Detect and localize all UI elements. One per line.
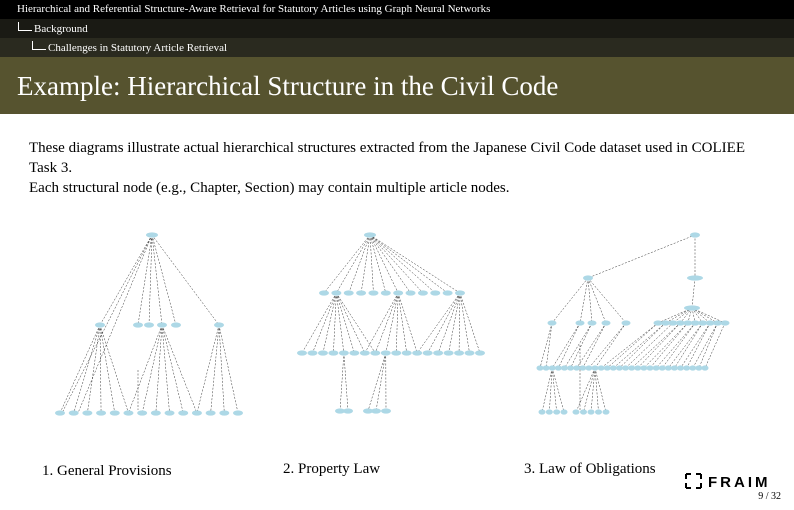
tree-node xyxy=(402,350,412,355)
tree-node xyxy=(356,290,366,295)
frame-title-bar xyxy=(0,57,794,114)
tree-node xyxy=(364,232,376,237)
tree-edge xyxy=(349,235,370,293)
tree-edge xyxy=(386,293,398,353)
tree-edge xyxy=(650,323,688,368)
tree-node xyxy=(616,365,623,370)
tree-node xyxy=(406,290,416,295)
tree-edge xyxy=(619,323,665,368)
tree-edge xyxy=(656,323,695,368)
tree-edge xyxy=(644,323,688,368)
tree-edge xyxy=(549,368,552,412)
tree-node xyxy=(583,275,593,280)
tree-node xyxy=(702,365,709,370)
tree-edge xyxy=(162,325,183,413)
tree-edge xyxy=(584,368,596,412)
tree-node xyxy=(219,410,229,415)
tree-edge xyxy=(398,293,407,353)
tree-edge xyxy=(87,325,100,413)
figure-number: 3. xyxy=(524,461,536,477)
tree-edge xyxy=(632,323,681,368)
tree-node xyxy=(443,290,453,295)
tree-node xyxy=(339,350,349,355)
tree-edge xyxy=(580,278,588,323)
intro-line-2: Each structural node (e.g., Chapter, Section) may contain multiple article nodes. xyxy=(29,180,510,196)
logo-wordmark: FRAIM xyxy=(708,474,771,491)
tree-edge xyxy=(692,278,695,308)
tree-node xyxy=(297,350,307,355)
tree-node xyxy=(381,408,391,413)
tree-node xyxy=(555,365,562,370)
tree-edge xyxy=(74,325,100,413)
tree-edge xyxy=(219,325,238,413)
tree-edge xyxy=(336,235,370,293)
fraim-logo xyxy=(684,471,784,491)
tree-edge xyxy=(361,235,370,293)
tree-edge xyxy=(333,293,336,353)
page-number: 9 / 32 xyxy=(758,491,781,502)
tree-edge xyxy=(336,293,375,353)
tree-node xyxy=(622,320,631,325)
tree-node xyxy=(331,290,341,295)
tree-edge xyxy=(100,325,115,413)
tree-node xyxy=(567,365,574,370)
tree-edge xyxy=(336,293,354,353)
tree-edge xyxy=(100,235,152,325)
tree-edge xyxy=(552,368,564,412)
tree-edge xyxy=(100,325,101,413)
tree-node xyxy=(178,410,188,415)
tree-edge xyxy=(396,293,398,353)
nav-subsection-label: Background xyxy=(34,23,88,35)
general-provisions-tree-diagram xyxy=(48,205,258,430)
tree-node xyxy=(634,365,641,370)
tree-node xyxy=(561,365,568,370)
frame-title: Example: Hierarchical Structure in the Civil Code xyxy=(17,71,559,101)
tree-node xyxy=(576,320,585,325)
tree-node xyxy=(318,350,328,355)
tree-edge xyxy=(370,235,398,293)
tree-node xyxy=(721,320,730,325)
tree-node xyxy=(55,410,65,415)
tree-node xyxy=(580,409,587,414)
tree-node xyxy=(671,365,678,370)
tree-edge xyxy=(340,353,344,411)
tree-node xyxy=(433,350,443,355)
tree-edge xyxy=(323,293,336,353)
tree-node xyxy=(690,232,700,237)
tree-edge xyxy=(100,325,128,413)
tree-edge xyxy=(588,278,592,323)
tree-edge xyxy=(552,368,556,412)
tree-node xyxy=(684,305,700,310)
nav-subsubsection-label: Challenges in Statutory Article Retrieval xyxy=(48,42,228,54)
tree-node xyxy=(370,350,380,355)
tree-node xyxy=(144,322,154,327)
tree-node xyxy=(391,350,401,355)
tree-edge xyxy=(438,293,460,353)
tree-node xyxy=(146,232,158,237)
tree-node xyxy=(455,290,465,295)
tree-edge xyxy=(540,323,552,368)
tree-edge xyxy=(588,235,695,278)
tree-node xyxy=(381,290,391,295)
tree-node xyxy=(573,409,580,414)
tree-node xyxy=(393,290,403,295)
tree-node xyxy=(349,350,359,355)
tree-node xyxy=(603,409,610,414)
tree-edge xyxy=(693,323,718,368)
tree-edge xyxy=(595,323,626,368)
tree-node xyxy=(647,365,654,370)
tree-node xyxy=(307,350,317,355)
tree-edge xyxy=(699,323,718,368)
tree-node xyxy=(430,290,440,295)
figure-number: 2. xyxy=(283,461,295,477)
figure-caption-2 xyxy=(283,461,380,478)
law-of-obligations-tree-diagram xyxy=(530,205,730,430)
tree-node xyxy=(344,290,354,295)
tree-node xyxy=(343,408,353,413)
figure-label: Property Law xyxy=(298,461,381,477)
tree-edge xyxy=(219,325,224,413)
figure-caption-3 xyxy=(524,461,656,478)
tree-edge xyxy=(417,293,460,353)
tree-node xyxy=(423,350,433,355)
tree-node xyxy=(444,350,454,355)
tree-node xyxy=(151,410,161,415)
tree-edge xyxy=(302,293,336,353)
tree-edge xyxy=(312,293,336,353)
tree-node xyxy=(677,365,684,370)
tree-edge xyxy=(564,323,592,368)
tree-edge xyxy=(591,368,595,412)
tree-edge xyxy=(152,235,219,325)
tree-node xyxy=(588,320,597,325)
tree-node xyxy=(610,365,617,370)
intro-text xyxy=(29,138,759,198)
tree-edge xyxy=(449,293,460,353)
tree-edge xyxy=(552,278,588,323)
tree-node xyxy=(689,365,696,370)
tree-edge xyxy=(365,293,398,353)
tree-edge xyxy=(197,325,219,413)
tree-node xyxy=(588,409,595,414)
tree-node xyxy=(549,365,556,370)
tree-node xyxy=(165,410,175,415)
tree-node xyxy=(206,410,216,415)
tree-node xyxy=(598,365,605,370)
tree-node xyxy=(137,410,147,415)
tree-node xyxy=(96,410,106,415)
tree-edge xyxy=(376,353,386,411)
tree-edge xyxy=(368,353,386,411)
tree-edge xyxy=(459,293,460,353)
tree-node xyxy=(585,365,592,370)
tree-edge xyxy=(162,325,197,413)
tree-node xyxy=(553,409,560,414)
tree-node xyxy=(573,365,580,370)
tree-edge xyxy=(588,278,626,323)
tree-node xyxy=(665,365,672,370)
tree-edge xyxy=(588,278,606,323)
tree-edge xyxy=(398,293,417,353)
nav-section[interactable] xyxy=(0,0,794,19)
tree-node xyxy=(82,410,92,415)
tree-edge xyxy=(681,323,711,368)
tree-node xyxy=(328,350,338,355)
tree-node xyxy=(454,350,464,355)
tree-node xyxy=(595,409,602,414)
tree-node xyxy=(123,410,133,415)
tree-node xyxy=(233,410,243,415)
tree-edge xyxy=(576,368,595,412)
tree-edge xyxy=(370,235,435,293)
tree-edge xyxy=(152,235,176,325)
tree-node xyxy=(640,365,647,370)
tree-node xyxy=(157,322,167,327)
tree-node xyxy=(110,410,120,415)
tree-edge xyxy=(336,293,344,353)
tree-node xyxy=(653,365,660,370)
tree-node xyxy=(579,365,586,370)
tree-edge xyxy=(460,293,480,353)
tree-node xyxy=(171,322,181,327)
tree-node xyxy=(539,409,546,414)
tree-edge xyxy=(211,325,219,413)
tree-node xyxy=(659,365,666,370)
figure-number: 1. xyxy=(42,463,54,479)
tree-edge xyxy=(428,293,460,353)
tree-node xyxy=(465,350,475,355)
figure-label: General Provisions xyxy=(57,463,172,479)
tree-edge xyxy=(60,325,100,413)
tree-node xyxy=(69,410,79,415)
tree-node xyxy=(622,365,629,370)
tree-edge xyxy=(370,235,448,293)
tree-edge xyxy=(375,293,398,353)
tree-node xyxy=(602,320,611,325)
tree-node xyxy=(475,350,485,355)
tree-node xyxy=(133,322,143,327)
tree-edge xyxy=(324,235,370,293)
tree-edge xyxy=(460,293,470,353)
tree-node xyxy=(695,365,702,370)
tree-branch-icon xyxy=(18,22,32,31)
tree-edge xyxy=(344,353,348,411)
figure-label: Law of Obligations xyxy=(539,461,656,477)
tree-edge xyxy=(152,235,162,325)
tree-edge xyxy=(668,323,702,368)
tree-branch-icon xyxy=(32,41,46,50)
tree-node xyxy=(371,408,381,413)
tree-node xyxy=(368,290,378,295)
property-law-tree-diagram xyxy=(290,205,500,430)
tree-node xyxy=(683,365,690,370)
nav-section-label: Hierarchical and Referential Structure-Aware Retrieval for Statutory Articles using Graph Neural Networks xyxy=(17,3,491,15)
tree-node xyxy=(687,275,703,280)
nav-subsection[interactable] xyxy=(0,19,794,38)
tree-edge xyxy=(546,323,552,368)
tree-node xyxy=(418,290,428,295)
tree-node xyxy=(604,365,611,370)
tree-edge xyxy=(552,323,580,368)
tree-node xyxy=(319,290,329,295)
tree-edge xyxy=(336,293,364,353)
figure-caption-1 xyxy=(42,463,172,480)
tree-edge xyxy=(638,323,681,368)
tree-edge xyxy=(370,235,373,293)
tree-edge xyxy=(705,323,725,368)
tree-edge xyxy=(370,235,411,293)
tree-node xyxy=(561,409,568,414)
tree-node xyxy=(95,322,105,327)
tree-node xyxy=(360,350,370,355)
tree-node xyxy=(543,365,550,370)
tree-node xyxy=(192,410,202,415)
tree-node xyxy=(412,350,422,355)
logo-bracket-icon xyxy=(686,474,701,488)
tree-node xyxy=(214,322,224,327)
nav-subsubsection[interactable] xyxy=(0,38,794,57)
tree-node xyxy=(546,409,553,414)
tree-node xyxy=(592,365,599,370)
tree-node xyxy=(628,365,635,370)
tree-edge xyxy=(558,323,580,368)
tree-node xyxy=(537,365,544,370)
tree-edge xyxy=(149,235,152,325)
tree-node xyxy=(381,350,391,355)
intro-line-1: These diagrams illustrate actual hierarchical structures extracted from the Japanese Civil Code dataset used in COLIEE Task 3. xyxy=(29,140,745,176)
tree-edge xyxy=(162,325,170,413)
tree-edge xyxy=(595,368,599,412)
tree-node xyxy=(548,320,557,325)
